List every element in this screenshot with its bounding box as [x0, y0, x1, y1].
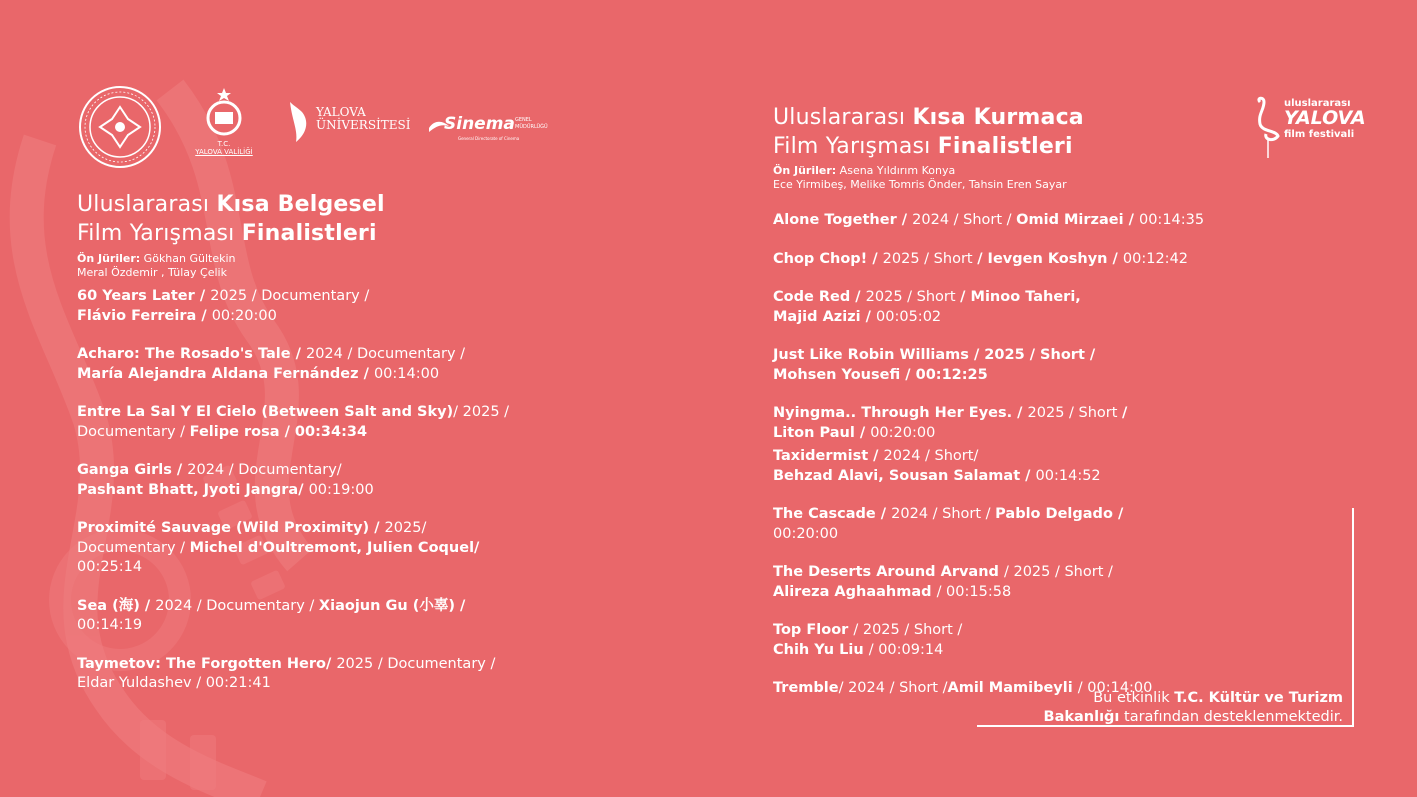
film-bold-text: Sea (海) /: [77, 597, 156, 614]
heading-line1-a: Uluslararası: [77, 192, 217, 217]
film-text: / 2025 /: [453, 404, 510, 420]
film-text: / 00:14:00: [1077, 680, 1153, 696]
heading-line2-b: Finalistleri: [241, 221, 377, 246]
ministry-support-note: [1044, 689, 1343, 727]
film-bold-text: The Cascade /: [773, 506, 892, 522]
jury-label: Ön Jüriler:: [77, 252, 141, 265]
film-bold-text: Alireza Aghaahmad: [773, 583, 937, 600]
film-entry-line: [77, 307, 637, 327]
film-bold-text: / Minoo Taheri,: [960, 289, 1081, 305]
film-entry-line: [773, 288, 1333, 308]
documentary-heading: [77, 190, 637, 248]
film-text: 00:20:00: [870, 424, 936, 441]
film-entry-line: [773, 563, 1333, 583]
film-entry-line: [773, 366, 1333, 386]
pre-jury: [773, 164, 1333, 192]
short-fiction-finalists-column: [773, 103, 1333, 699]
film-bold-text: Acharo: The Rosado's Tale /: [77, 346, 306, 362]
film-bold-text: Taxidermist /: [773, 448, 884, 464]
film-text: 00:20:00: [773, 525, 839, 542]
support-text-a: Bu etkinlik: [1093, 690, 1175, 706]
film-entry-line: [773, 424, 1333, 444]
film-bold-text: The Deserts Around Arvand: [773, 564, 1004, 580]
heading-line1-a: Uluslararası: [773, 105, 913, 130]
film-entry-line: [773, 525, 1333, 545]
support-text-b: T.C. Kültür ve Turizm: [1174, 690, 1343, 706]
film-entry-line: [77, 287, 637, 307]
film-bold-text: Michel d'Oultremont, Julien Coquel/: [189, 539, 480, 556]
heading-line1-b: Kısa Kurmaca: [912, 105, 1084, 130]
film-text: 2025 / Short: [1027, 405, 1123, 421]
film-entry-line: [77, 655, 637, 675]
film-entry: [773, 447, 1333, 486]
film-text: 00:14:35: [1138, 212, 1205, 228]
film-bold-text: Chih Yu Liu: [773, 641, 869, 658]
film-entry-line: [77, 345, 637, 365]
film-bold-text: Ganga Girls /: [77, 462, 188, 478]
film-bold-text: Entre La Sal Y El Cielo (Between Salt and Sky): [77, 404, 454, 420]
film-entry-line: [773, 583, 1333, 603]
film-entry: [773, 404, 1333, 443]
film-bold-text: Proximité Sauvage (Wild Proximity) /: [77, 520, 385, 536]
support-text-c: Bakanlığı: [1043, 709, 1120, 725]
film-text: / 2025 / Short /: [853, 622, 963, 638]
film-text: 00:19:00: [308, 481, 374, 498]
yalova-valiligi-logo: [193, 86, 255, 158]
film-entry: [773, 288, 1333, 327]
film-text: / 00:15:58: [936, 583, 1012, 600]
film-text: / 00:09:14: [868, 641, 944, 658]
film-entry: [773, 505, 1333, 544]
festival-line3: film festivali: [1284, 129, 1355, 140]
film-text: 00:12:42: [1122, 250, 1189, 267]
sinema-side1: GENEL: [515, 117, 532, 123]
film-entry-line: [77, 674, 637, 694]
valilik-line2: YALOVA VALİLİĞİ: [195, 148, 253, 156]
film-bold-text: Pashant Bhatt, Jyoti Jangra/: [77, 481, 309, 498]
universite-line1: YALOVA: [316, 105, 366, 119]
film-text: 2024 / Short /: [912, 212, 1017, 228]
film-bold-text: Flávio Ferreira /: [77, 307, 212, 324]
film-entry-line: [77, 461, 637, 481]
jury-line2: Ece Yirmibeş, Melike Tomris Önder, Tahsin Eren Sayar: [773, 178, 1067, 191]
film-bold-text: Pablo Delgado /: [995, 506, 1124, 522]
film-entry-line: [773, 250, 1333, 270]
film-entry: [773, 211, 1333, 231]
short-fiction-heading: [773, 103, 1333, 161]
film-entry-line: [77, 519, 637, 539]
film-entry-line: [773, 447, 1333, 467]
film-entry: [77, 655, 637, 694]
film-text: 2025 / Documentary /: [210, 288, 370, 304]
film-entry-line: [773, 505, 1333, 525]
film-entry-line: [773, 467, 1333, 487]
film-text: 2024 / Documentary /: [305, 346, 466, 362]
film-entry: [773, 563, 1333, 602]
film-bold-text: Amil Mamibeyli: [947, 680, 1078, 696]
film-entry-line: [773, 308, 1333, 328]
film-bold-text: /: [1122, 405, 1128, 421]
film-text: 00:14:52: [1035, 467, 1101, 484]
film-entry: [773, 621, 1333, 660]
sinema-side2: MÜDÜRLÜĞÜ: [515, 124, 548, 130]
film-bold-text: Code Red /: [773, 289, 866, 305]
film-text: 2024 / Documentary /: [155, 597, 319, 614]
film-bold-text: Top Floor: [773, 622, 854, 638]
film-bold-text: Chop Chop! /: [773, 250, 883, 267]
valilik-line1: T.C.: [217, 140, 231, 148]
frame-vertical-line: [1352, 508, 1354, 727]
film-entry-line: [773, 641, 1333, 661]
film-bold-text: Alone Together /: [773, 212, 913, 228]
film-entry-line: [773, 346, 1333, 366]
film-entry-line: [77, 558, 637, 578]
film-text: 00:25:14: [77, 559, 143, 575]
jury-label: Ön Jüriler:: [773, 164, 837, 177]
film-bold-text: Mohsen Yousefi / 00:12:25: [773, 366, 988, 383]
film-bold-text: Omid Mirzaei /: [1016, 212, 1139, 228]
film-entry: [77, 403, 637, 442]
film-entry-line: [773, 404, 1333, 424]
film-entry-line: [77, 423, 637, 443]
film-entry-line: [77, 539, 637, 559]
heading-line2-b: Finalistleri: [937, 134, 1073, 159]
film-text: / 2024 / Short /: [838, 680, 948, 696]
film-text: Eldar Yuldashev / 00:21:41: [77, 675, 271, 691]
film-bold-text: Liton Paul /: [773, 424, 871, 441]
film-bold-text: Behzad Alavi, Sousan Salamat /: [773, 467, 1036, 484]
film-text: 2024 / Short /: [891, 506, 996, 522]
film-text: / 2025 / Short /: [1003, 564, 1113, 580]
film-bold-text: Majid Azizi /: [773, 308, 877, 325]
sinema-sub: General Directorate of Cinema: [458, 136, 520, 141]
film-text: 2025 / Short: [882, 250, 978, 267]
jury-line1: Gökhan Gültekin: [140, 252, 236, 265]
documentary-film-list: [77, 287, 637, 694]
film-entry-line: [773, 211, 1333, 231]
film-bold-text: Nyingma.. Through Her Eyes. /: [773, 405, 1028, 421]
film-entry: [77, 519, 637, 578]
sinema-genel-mudurlugu-logo: [428, 112, 553, 146]
sinema-word: Sinema: [444, 114, 515, 134]
film-entry: [77, 461, 637, 500]
film-text: 2025 / Documentary /: [336, 655, 496, 672]
film-bold-text: Just Like Robin Williams / 2025 / Short /: [773, 347, 1096, 363]
film-entry: [77, 287, 637, 326]
heading-line2-a: Film Yarışması: [77, 221, 242, 246]
film-entry: [77, 597, 637, 636]
film-entry-line: [77, 616, 637, 636]
kultur-turizm-seal-logo: [78, 85, 162, 169]
jury-line1: Asena Yıldırım Konya: [836, 164, 956, 177]
film-bold-text: Felipe rosa / 00:34:34: [189, 423, 368, 440]
film-bold-text: 60 Years Later /: [77, 288, 211, 304]
film-entry: [773, 250, 1333, 270]
film-text: 2024 / Short/: [883, 448, 979, 464]
film-bold-text: Tremble: [773, 680, 839, 696]
documentary-finalists-column: [77, 190, 637, 694]
film-text: 00:14:19: [77, 617, 143, 633]
film-entry: [773, 346, 1333, 385]
film-bold-text: Xiaojun Gu (小辜) /: [318, 597, 466, 614]
yalova-universitesi-logo: [288, 100, 411, 144]
film-entry-line: [77, 365, 637, 385]
film-entry-line: [77, 403, 637, 423]
film-entry-line: [77, 481, 637, 501]
film-bold-text: María Alejandra Aldana Fernández /: [77, 365, 374, 382]
jury-line2: Meral Özdemir , Tülay Çelik: [77, 266, 227, 279]
leaf-emblem-icon: [288, 100, 312, 144]
festival-line2: YALOVA: [1284, 107, 1366, 129]
film-text: 00:05:02: [876, 308, 942, 325]
film-bold-text: / Ievgen Koshyn /: [977, 250, 1123, 267]
film-text: 00:14:00: [373, 365, 440, 382]
film-text: 2025 / Short: [865, 289, 961, 305]
universite-line2: ÜNİVERSİTESİ: [316, 118, 411, 132]
film-text: Documentary /: [77, 539, 190, 556]
support-text-d: tarafından desteklenmektedir.: [1119, 709, 1343, 725]
film-entry-line: [773, 621, 1333, 641]
heading-line2-a: Film Yarışması: [773, 134, 938, 159]
film-text: 00:20:00: [211, 307, 277, 324]
festival-line1: uluslararası: [1284, 98, 1351, 109]
film-text: 2024 / Documentary/: [187, 462, 342, 478]
film-entry-line: [77, 597, 637, 617]
film-text: Documentary /: [77, 423, 190, 440]
pre-jury: [77, 252, 637, 280]
film-entry: [77, 345, 637, 384]
heading-line1-b: Kısa Belgesel: [216, 192, 385, 217]
crescent-star-emblem-icon: [202, 86, 246, 136]
film-text: 2025/: [384, 520, 427, 536]
film-bold-text: Taymetov: The Forgotten Hero/: [77, 655, 337, 672]
short-fiction-film-list: [773, 211, 1333, 699]
